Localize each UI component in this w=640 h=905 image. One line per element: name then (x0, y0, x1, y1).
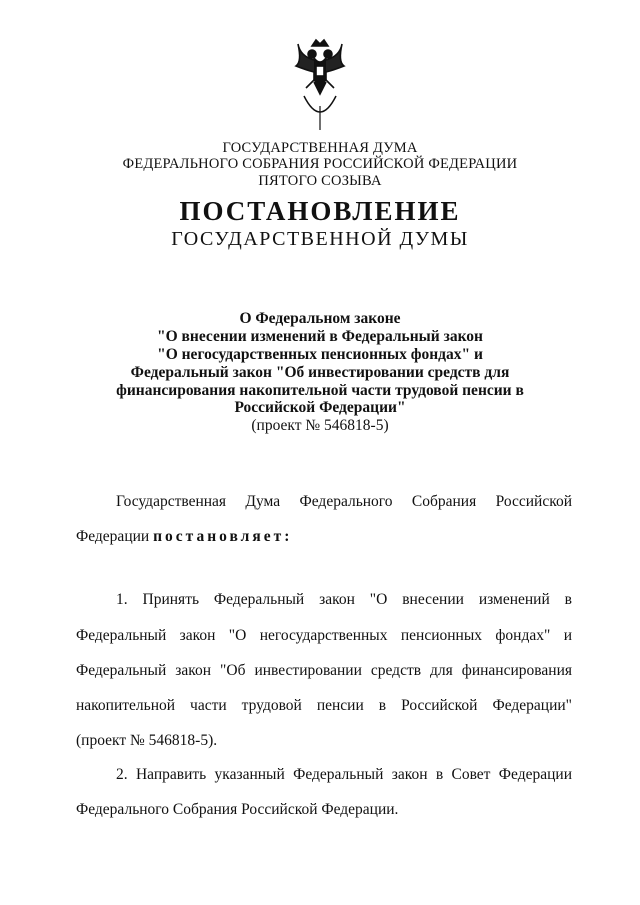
item-1-line: Федеральный закон "Об инвестировании средств для финансирования (76, 662, 572, 679)
subject-line: Федеральный закон "Об инвестировании средств для (130, 364, 510, 381)
preamble-text: Федерации (76, 528, 150, 545)
item-2-line: Федерального Собрания Российской Федерации. (76, 801, 399, 818)
preamble-line: Государственная Дума Федерального Собрания Российской (116, 493, 572, 510)
convocation-line: ПЯТОГО СОЗЫВА (258, 173, 382, 189)
subject-line: финансирования накопительной части трудовой пенсии в (116, 382, 524, 399)
subject-line: "О негосударственных пенсионных фондах" и (157, 346, 483, 363)
project-number: (проект № 546818-5) (251, 417, 389, 434)
item-1-line: 1. Принять Федеральный закон "О внесении изменений в (116, 591, 572, 608)
item-1-line: Федеральный закон "О негосударственных пенсионных фондах" и (76, 627, 572, 644)
org-name-line-2: ФЕДЕРАЛЬНОГО СОБРАНИЯ РОССИЙСКОЙ ФЕДЕРАЦИИ (122, 156, 518, 172)
org-name-line-1: ГОСУДАРСТВЕННАЯ ДУМА (222, 140, 418, 156)
item-1-line: накопительной части трудовой пенсии в Российской Федерации" (76, 697, 572, 714)
subject-line: Российской Федерации" (234, 399, 406, 416)
preamble-line (76, 528, 572, 546)
subject-line: О Федеральном законе (239, 310, 401, 327)
item-2-line: 2. Направить указанный Федеральный закон в Совет Федерации (116, 766, 572, 783)
document-type-title: ПОСТАНОВЛЕНИЕ (179, 196, 461, 226)
document-issuer: ГОСУДАРСТВЕННОЙ ДУМЫ (171, 228, 469, 250)
subject-line: "О внесении изменений в Федеральный закон (157, 328, 483, 345)
coat-of-arms-emblem (292, 36, 348, 132)
preamble-verb: постановляет: (153, 528, 293, 545)
item-1-line: (проект № 546818-5). (76, 732, 218, 749)
